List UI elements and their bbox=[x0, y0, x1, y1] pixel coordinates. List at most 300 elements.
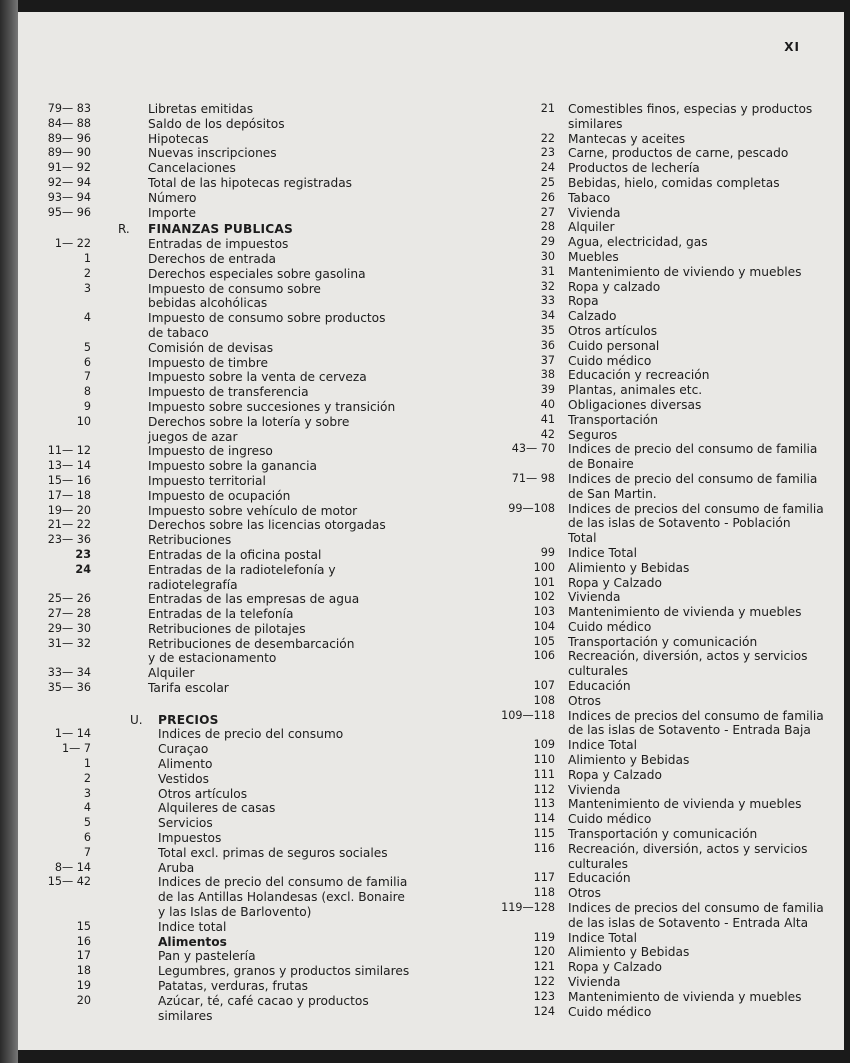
entry-text: Cuido personal bbox=[568, 338, 660, 353]
index-entry bbox=[438, 635, 833, 650]
index-entry bbox=[28, 592, 413, 607]
entry-number: 121 bbox=[533, 960, 555, 974]
index-entry bbox=[438, 649, 833, 664]
entry-text: Vivienda bbox=[568, 590, 621, 605]
entry-text: Impuesto territorial bbox=[148, 473, 266, 488]
entry-text: Obligaciones diversas bbox=[568, 397, 702, 412]
index-entry bbox=[438, 842, 833, 857]
entry-text: Vivienda bbox=[568, 205, 621, 220]
index-entry bbox=[28, 905, 413, 920]
index-entry bbox=[28, 176, 413, 191]
entry-number: 2 bbox=[83, 266, 91, 280]
entry-number: 23— 36 bbox=[47, 533, 91, 547]
entry-number: 40 bbox=[540, 397, 555, 411]
entry-number: 99 bbox=[540, 545, 555, 559]
entry-text: Importe bbox=[148, 205, 196, 220]
entry-number: 17 bbox=[76, 949, 91, 963]
entry-text: similares bbox=[568, 116, 623, 131]
index-entry bbox=[28, 356, 413, 371]
index-entry bbox=[438, 945, 833, 960]
entry-number: 124 bbox=[533, 1004, 555, 1018]
entry-number: 109 bbox=[533, 738, 555, 752]
index-entry bbox=[438, 738, 833, 753]
entry-number: 8— 14 bbox=[54, 860, 91, 874]
entry-text: Tarifa escolar bbox=[148, 681, 229, 696]
entry-number: 42 bbox=[540, 427, 555, 441]
index-entry bbox=[438, 294, 833, 309]
entry-text: Impuesto de ingreso bbox=[148, 444, 273, 459]
index-entry bbox=[438, 413, 833, 428]
entry-text: de tabaco bbox=[148, 325, 209, 340]
entry-number: 95— 96 bbox=[47, 205, 91, 219]
entry-text: Indice Total bbox=[568, 545, 637, 560]
index-entry bbox=[438, 531, 833, 546]
index-entry bbox=[438, 990, 833, 1005]
index-entry bbox=[438, 146, 833, 161]
index-entry bbox=[438, 783, 833, 798]
entry-text: Recreación, diversión, actos y servicios bbox=[568, 841, 808, 856]
index-entry bbox=[438, 516, 833, 531]
entry-text: Indices de precios del consumo de familia bbox=[568, 708, 824, 723]
index-entry bbox=[438, 590, 833, 605]
entry-number: 24 bbox=[540, 161, 555, 175]
index-entry bbox=[28, 890, 413, 905]
index-column-right bbox=[438, 102, 833, 1019]
entry-text: Indice Total bbox=[568, 930, 637, 945]
entry-text: Mantenimiento de viviendo y muebles bbox=[568, 264, 802, 279]
entry-text: Ropa bbox=[568, 294, 599, 309]
index-entry bbox=[438, 442, 833, 457]
entry-number: 35 bbox=[540, 323, 555, 337]
entry-text: Ropa y Calzado bbox=[568, 767, 662, 782]
entry-text: Mantenimiento de vivienda y muebles bbox=[568, 605, 802, 620]
index-entry bbox=[28, 191, 413, 206]
entry-text: Alquiler bbox=[148, 666, 195, 681]
index-entry bbox=[28, 296, 413, 311]
index-entry bbox=[438, 398, 833, 413]
index-entry bbox=[438, 206, 833, 221]
entry-text: Cuido médico bbox=[568, 1004, 652, 1019]
index-entry bbox=[438, 901, 833, 916]
entry-number: 6 bbox=[83, 355, 91, 369]
entry-text: Mantenimiento de vivienda y muebles bbox=[568, 797, 802, 812]
entry-number: 102 bbox=[533, 590, 555, 604]
entry-number: 1— 22 bbox=[54, 237, 91, 251]
entry-text: de las islas de Sotavento - Entrada Alta bbox=[568, 915, 809, 930]
entry-number: 27— 28 bbox=[47, 607, 91, 621]
entry-text: Impuesto sobre la ganancia bbox=[148, 459, 317, 474]
index-entry bbox=[28, 622, 413, 637]
index-entry bbox=[438, 354, 833, 369]
entry-text: Retribuciones de pilotajes bbox=[148, 621, 306, 636]
entry-text: Impuesto sobre succesiones y transición bbox=[148, 399, 396, 414]
entry-text: Indices de precio del consumo bbox=[158, 727, 344, 742]
index-entry bbox=[28, 504, 413, 519]
index-entry bbox=[28, 237, 413, 252]
entry-text: radiotelegrafía bbox=[148, 577, 238, 592]
entry-number: 119 bbox=[533, 930, 555, 944]
index-entry bbox=[438, 102, 833, 117]
entry-text: Patatas, verduras, frutas bbox=[158, 979, 309, 994]
entry-number: 7 bbox=[83, 370, 91, 384]
entry-text: Comisión de devisas bbox=[148, 340, 274, 355]
entry-text: Indices de precio del consumo de familia bbox=[568, 442, 818, 457]
index-entry bbox=[28, 222, 413, 237]
entry-number: 104 bbox=[533, 619, 555, 633]
entry-text: Entradas de impuestos bbox=[148, 237, 289, 252]
index-entry bbox=[28, 370, 413, 385]
entry-text: Mantecas y aceites bbox=[568, 131, 686, 146]
entry-text: Número bbox=[148, 190, 197, 205]
entry-number: 100 bbox=[533, 560, 555, 574]
index-entry bbox=[28, 875, 413, 890]
index-entry bbox=[438, 161, 833, 176]
entry-number: 33 bbox=[540, 294, 555, 308]
entry-number: 4 bbox=[83, 801, 91, 815]
entry-text: Otros bbox=[568, 693, 601, 708]
entry-text: Educación bbox=[568, 871, 631, 886]
index-entry bbox=[28, 489, 413, 504]
entry-number: 37 bbox=[540, 353, 555, 367]
entry-text: Derechos especiales sobre gasolina bbox=[148, 266, 366, 281]
entry-number: 15 bbox=[76, 919, 91, 933]
book-spine bbox=[0, 0, 18, 1063]
index-entry bbox=[438, 960, 833, 975]
entry-text: Vestidos bbox=[158, 771, 209, 786]
entry-number: 6 bbox=[83, 831, 91, 845]
entry-number: 29— 30 bbox=[47, 621, 91, 635]
entry-number: 20 bbox=[76, 993, 91, 1007]
entry-text: Alimiento y Bebidas bbox=[568, 560, 690, 575]
index-entry bbox=[438, 220, 833, 235]
entry-number: 27 bbox=[540, 205, 555, 219]
entry-text: Total de las hipotecas registradas bbox=[148, 175, 353, 190]
index-entry bbox=[28, 696, 413, 711]
entry-text: Vivienda bbox=[568, 975, 621, 990]
entry-number: 16 bbox=[76, 934, 91, 948]
index-entry bbox=[28, 920, 413, 935]
entry-text: Ropa y calzado bbox=[568, 279, 661, 294]
entry-number: 103 bbox=[533, 605, 555, 619]
entry-text: Cuido médico bbox=[568, 812, 652, 827]
index-entry bbox=[28, 311, 413, 326]
index-entry bbox=[28, 979, 413, 994]
entry-text: Transportación y comunicación bbox=[568, 827, 758, 842]
entry-text: Total excl. primas de seguros sociales bbox=[158, 845, 388, 860]
entry-text: Pan y pastelería bbox=[158, 949, 256, 964]
entry-text: Muebles bbox=[568, 249, 619, 264]
index-entry bbox=[438, 694, 833, 709]
index-entry bbox=[28, 430, 413, 445]
entry-number: 92— 94 bbox=[47, 175, 91, 189]
entry-number: 91— 92 bbox=[47, 161, 91, 175]
index-entry bbox=[438, 605, 833, 620]
entry-number: 30 bbox=[540, 249, 555, 263]
entry-number: 10 bbox=[76, 414, 91, 428]
entry-number: 11— 12 bbox=[47, 444, 91, 458]
entry-text: Productos de lechería bbox=[568, 161, 700, 176]
index-entry bbox=[28, 816, 413, 831]
index-entry bbox=[438, 1005, 833, 1020]
entry-number: 25— 26 bbox=[47, 592, 91, 606]
index-entry bbox=[28, 964, 413, 979]
entry-text: Alquileres de casas bbox=[158, 801, 276, 816]
index-entry bbox=[438, 664, 833, 679]
index-entry bbox=[28, 727, 413, 742]
entry-text: Indice Total bbox=[568, 738, 637, 753]
entry-number: 114 bbox=[533, 812, 555, 826]
entry-text: Indices de precios del consumo de familia bbox=[568, 501, 824, 516]
entry-number: 89— 90 bbox=[47, 146, 91, 160]
entry-text: de San Martin. bbox=[568, 486, 657, 501]
entry-text: Mantenimiento de vivienda y muebles bbox=[568, 989, 802, 1004]
page-number: XI bbox=[784, 40, 800, 54]
entry-number: 115 bbox=[533, 827, 555, 841]
entry-number: 15— 16 bbox=[47, 473, 91, 487]
index-entry bbox=[438, 679, 833, 694]
index-entry bbox=[28, 444, 413, 459]
index-entry bbox=[28, 757, 413, 772]
index-entry bbox=[28, 326, 413, 341]
index-entry bbox=[28, 117, 413, 132]
index-entry bbox=[28, 385, 413, 400]
index-entry bbox=[438, 487, 833, 502]
index-entry bbox=[28, 949, 413, 964]
entry-text: Impuesto de transferencia bbox=[148, 385, 309, 400]
index-entry bbox=[28, 666, 413, 681]
entry-number: 36 bbox=[540, 338, 555, 352]
entry-text: Derechos sobre las licencias otorgadas bbox=[148, 518, 386, 533]
entry-number: 113 bbox=[533, 797, 555, 811]
index-entry bbox=[28, 681, 413, 696]
index-entry bbox=[438, 797, 833, 812]
entry-text: Entradas de la telefonía bbox=[148, 607, 294, 622]
entry-text: Alimiento y Bebidas bbox=[568, 753, 690, 768]
entry-number: 38 bbox=[540, 368, 555, 382]
index-entry bbox=[28, 637, 413, 652]
entry-number: 1— 7 bbox=[62, 742, 91, 756]
entry-number: 5 bbox=[83, 340, 91, 354]
entry-text: Impuesto de consumo sobre bbox=[148, 281, 321, 296]
entry-number: 120 bbox=[533, 945, 555, 959]
entry-number: 119—128 bbox=[501, 901, 555, 915]
entry-number: 79— 83 bbox=[47, 102, 91, 115]
index-entry bbox=[28, 831, 413, 846]
index-entry bbox=[438, 117, 833, 132]
entry-text: Indices de precio del consumo de familia bbox=[568, 471, 818, 486]
index-entry bbox=[28, 400, 413, 415]
entry-text: Alquiler bbox=[568, 220, 615, 235]
entry-text: culturales bbox=[568, 664, 629, 679]
entry-number: 35— 36 bbox=[47, 681, 91, 695]
entry-text: Derechos de entrada bbox=[148, 251, 277, 266]
entry-number: 15— 42 bbox=[47, 875, 91, 889]
entry-text: Aruba bbox=[158, 860, 195, 875]
entry-text bbox=[148, 696, 413, 711]
entry-text: Total bbox=[568, 531, 597, 546]
index-entry bbox=[28, 146, 413, 161]
index-entry bbox=[438, 309, 833, 324]
entry-number: 111 bbox=[533, 767, 555, 781]
index-entry bbox=[28, 1009, 413, 1024]
index-entry bbox=[438, 768, 833, 783]
index-entry bbox=[28, 742, 413, 757]
entry-text: Cuido médico bbox=[568, 619, 652, 634]
entry-text: Cuido médico bbox=[568, 353, 652, 368]
entry-number: 29 bbox=[540, 235, 555, 249]
entry-number: 13— 14 bbox=[47, 459, 91, 473]
index-entry bbox=[438, 753, 833, 768]
entry-number: 25 bbox=[540, 175, 555, 189]
entry-text: Servicios bbox=[158, 816, 213, 831]
index-entry bbox=[28, 651, 413, 666]
index-entry bbox=[28, 252, 413, 267]
index-entry bbox=[438, 916, 833, 931]
index-entry bbox=[28, 102, 413, 117]
entry-number: 109—118 bbox=[501, 708, 555, 722]
entry-text: Alimentos bbox=[158, 934, 227, 949]
entry-text: Plantas, animales etc. bbox=[568, 383, 703, 398]
entry-number: 107 bbox=[533, 679, 555, 693]
entry-text: Carne, productos de carne, pescado bbox=[568, 146, 789, 161]
entry-number: 32 bbox=[540, 279, 555, 293]
entry-text: Cancelaciones bbox=[148, 161, 236, 176]
entry-text: culturales bbox=[568, 856, 629, 871]
entry-text: Comestibles finos, especias y productos bbox=[568, 102, 813, 116]
entry-number: 84— 88 bbox=[47, 116, 91, 130]
entry-number: 34 bbox=[540, 309, 555, 323]
index-entry bbox=[438, 324, 833, 339]
index-entry bbox=[28, 801, 413, 816]
entry-text: Ropa y Calzado bbox=[568, 960, 662, 975]
entry-number: 99—108 bbox=[508, 501, 555, 515]
entry-text: Curaçao bbox=[158, 742, 209, 757]
entry-text: Impuestos bbox=[158, 831, 222, 846]
index-entry bbox=[28, 607, 413, 622]
entry-number: 39 bbox=[540, 383, 555, 397]
entry-text: y de estacionamento bbox=[148, 651, 277, 666]
entry-number: 116 bbox=[533, 841, 555, 855]
index-entry bbox=[28, 548, 413, 563]
index-entry bbox=[28, 578, 413, 593]
entry-text: de las Antillas Holandesas (excl. Bonaire bbox=[158, 890, 405, 905]
entry-number: 1— 14 bbox=[54, 727, 91, 741]
entry-number: 1 bbox=[83, 251, 91, 265]
entry-number: 101 bbox=[533, 575, 555, 589]
section-letter: U. bbox=[130, 712, 143, 727]
entry-text: Calzado bbox=[568, 309, 617, 324]
index-entry bbox=[438, 886, 833, 901]
entry-text: juegos de azar bbox=[148, 429, 238, 444]
entry-number: 89— 96 bbox=[47, 131, 91, 145]
index-entry bbox=[28, 518, 413, 533]
entry-text: Impuesto de consumo sobre productos bbox=[148, 311, 386, 326]
entry-number: 9 bbox=[83, 399, 91, 413]
entry-number: 105 bbox=[533, 634, 555, 648]
index-entry bbox=[438, 723, 833, 738]
index-entry bbox=[28, 282, 413, 297]
index-entry bbox=[28, 772, 413, 787]
index-entry bbox=[28, 474, 413, 489]
index-entry bbox=[28, 563, 413, 578]
index-column-left bbox=[28, 102, 413, 1023]
entry-text: Alimiento y Bebidas bbox=[568, 945, 690, 960]
section-letter: R. bbox=[118, 222, 130, 237]
entry-number: 122 bbox=[533, 975, 555, 989]
index-entry bbox=[28, 861, 413, 876]
entry-text: de las islas de Sotavento - Entrada Baja bbox=[568, 723, 811, 738]
entry-text: Impuesto sobre vehículo de motor bbox=[148, 503, 358, 518]
entry-number: 5 bbox=[83, 816, 91, 830]
index-entry bbox=[438, 339, 833, 354]
entry-text: Otros bbox=[568, 886, 601, 901]
index-entry bbox=[28, 846, 413, 861]
index-entry bbox=[438, 546, 833, 561]
index-entry bbox=[438, 250, 833, 265]
entry-number: 22 bbox=[540, 131, 555, 145]
index-entry bbox=[438, 502, 833, 517]
index-entry bbox=[28, 206, 413, 221]
index-entry bbox=[438, 457, 833, 472]
entry-number: 23 bbox=[75, 547, 91, 561]
entry-text: Entradas de la oficina postal bbox=[148, 547, 322, 562]
index-entry bbox=[438, 176, 833, 191]
entry-number: 33— 34 bbox=[47, 666, 91, 680]
entry-number: 2 bbox=[83, 771, 91, 785]
entry-number: 24 bbox=[75, 562, 91, 576]
entry-text: Agua, electricidad, gas bbox=[568, 235, 708, 250]
entry-text: Transportación y comunicación bbox=[568, 634, 758, 649]
entry-text: Hipotecas bbox=[148, 131, 209, 146]
entry-number: 19— 20 bbox=[47, 503, 91, 517]
index-entry bbox=[438, 827, 833, 842]
entry-text: Alimento bbox=[158, 757, 213, 772]
entry-text: Indices de precio del consumo de familia bbox=[158, 875, 408, 890]
index-entry bbox=[438, 472, 833, 487]
index-entry bbox=[28, 415, 413, 430]
entry-number: 112 bbox=[533, 782, 555, 796]
entry-number: 8 bbox=[83, 385, 91, 399]
index-entry bbox=[28, 935, 413, 950]
entry-number: 110 bbox=[533, 753, 555, 767]
entry-number: 19 bbox=[76, 979, 91, 993]
entry-number: 1 bbox=[83, 757, 91, 771]
index-entry bbox=[28, 459, 413, 474]
entry-text: y las Islas de Barlovento) bbox=[158, 905, 312, 920]
entry-number: 108 bbox=[533, 693, 555, 707]
entry-text: de las islas de Sotavento - Población bbox=[568, 516, 791, 531]
index-entry bbox=[28, 341, 413, 356]
entry-text: Bebidas, hielo, comidas completas bbox=[568, 175, 780, 190]
entry-text: Azúcar, té, café cacao y productos bbox=[158, 993, 369, 1008]
entry-number: 31 bbox=[540, 264, 555, 278]
entry-text: similares bbox=[158, 1008, 213, 1023]
entry-number: 28 bbox=[540, 220, 555, 234]
index-entry bbox=[438, 235, 833, 250]
entry-number: 3 bbox=[83, 281, 91, 295]
entry-text: Indice total bbox=[158, 919, 227, 934]
index-entry bbox=[438, 280, 833, 295]
index-entry bbox=[438, 132, 833, 147]
entry-text: Impuesto de ocupación bbox=[148, 488, 291, 503]
entry-text: Recreación, diversión, actos y servicios bbox=[568, 649, 808, 664]
entry-number: 118 bbox=[533, 886, 555, 900]
index-entry bbox=[438, 857, 833, 872]
entry-text: de Bonaire bbox=[568, 457, 634, 472]
index-entry bbox=[438, 428, 833, 443]
entry-text: Otros artículos bbox=[158, 786, 248, 801]
index-entry bbox=[438, 871, 833, 886]
